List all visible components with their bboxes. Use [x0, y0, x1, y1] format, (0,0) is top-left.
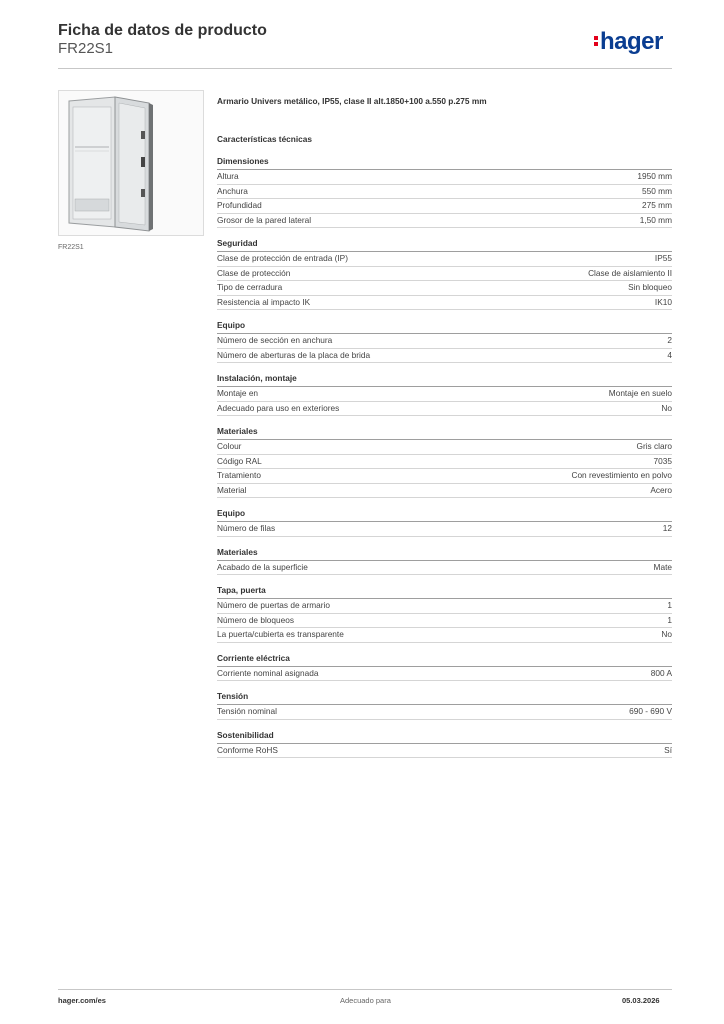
spec-label: Colour — [217, 441, 242, 451]
spec-label: Resistencia al impacto IK — [217, 296, 311, 307]
spec-value: 12 — [662, 523, 672, 533]
spec-row — [217, 705, 672, 720]
spec-value: 800 A — [650, 667, 672, 678]
spec-value: Clase de aislamiento II — [588, 267, 672, 278]
section-title: Tensión — [217, 691, 672, 705]
spec-label: Número de bloqueos — [217, 614, 295, 625]
product-image — [58, 90, 204, 236]
spec-row — [217, 199, 672, 214]
spec-section — [217, 320, 672, 363]
spec-value: Montaje en suelo — [608, 388, 672, 398]
section-title: Materiales — [217, 547, 672, 561]
spec-value: IK10 — [654, 296, 672, 307]
spec-label: Conforme RoHS — [217, 744, 278, 755]
spec-value: Gris claro — [636, 441, 672, 451]
section-title: Dimensiones — [217, 156, 672, 170]
section-title: Tapa, puerta — [217, 585, 672, 599]
section-title: Instalación, montaje — [217, 373, 672, 387]
spec-section — [217, 547, 672, 576]
spec-label: Grosor de la pared lateral — [217, 214, 312, 225]
spec-row — [217, 252, 672, 267]
spec-label: Tensión nominal — [217, 706, 277, 716]
spec-value: Sin bloqueo — [628, 282, 672, 292]
spec-label: Material — [217, 484, 247, 495]
spec-section — [217, 156, 672, 228]
spec-section — [217, 238, 672, 310]
spec-row — [217, 440, 672, 455]
spec-section — [217, 585, 672, 643]
spec-label: Montaje en — [217, 388, 259, 398]
spec-row — [217, 214, 672, 229]
spec-value: 2 — [667, 335, 672, 345]
spec-label: Clase de protección de entrada (IP) — [217, 253, 348, 263]
spec-section — [217, 653, 672, 682]
spec-label: Altura — [217, 171, 239, 181]
spec-value: 4 — [667, 349, 672, 360]
section-title: Materiales — [217, 426, 672, 440]
image-caption: FR22S1 — [58, 244, 84, 251]
spec-value: Con revestimiento en polvo — [571, 470, 672, 480]
footer-center-text: Adecuado para — [340, 996, 391, 1005]
spec-row — [217, 267, 672, 282]
spec-row — [217, 296, 672, 311]
footer-website-link[interactable]: hager.com/es — [58, 996, 106, 1005]
spec-value: 550 mm — [642, 185, 672, 196]
spec-value: 690 - 690 V — [629, 706, 672, 716]
spec-label: Tratamiento — [217, 470, 261, 480]
spec-label: Corriente nominal asignada — [217, 667, 319, 678]
cabinet-icon — [59, 91, 203, 235]
section-title: Sostenibilidad — [217, 730, 672, 744]
spec-row — [217, 484, 672, 499]
spec-label: Anchura — [217, 185, 248, 196]
spec-value: IP55 — [654, 253, 672, 263]
hager-logo[interactable] — [594, 28, 663, 56]
spec-section — [217, 426, 672, 498]
spec-label: Acabado de la superficie — [217, 561, 308, 572]
spec-row — [217, 402, 672, 417]
product-description: Armario Univers metálico, IP55, clase II alt.1850+100 a.550 p.275 mm — [217, 96, 487, 106]
spec-value: Acero — [650, 484, 672, 495]
footer-date: 05.03.2026 — [622, 996, 660, 1005]
spec-value: 7035 — [653, 455, 672, 466]
spec-row — [217, 387, 672, 402]
spec-label: Adecuado para uso en exteriores — [217, 402, 340, 413]
spec-label: Clase de protección — [217, 267, 291, 278]
spec-row — [217, 469, 672, 484]
spec-label: Profundidad — [217, 200, 262, 210]
spec-label: Código RAL — [217, 455, 262, 466]
spec-value: 1,50 mm — [639, 214, 672, 225]
spec-label: Tipo de cerradura — [217, 282, 283, 292]
spec-label: Número de filas — [217, 523, 276, 533]
spec-value: 1 — [667, 614, 672, 625]
spec-label: Número de sección en anchura — [217, 335, 333, 345]
section-title: Corriente eléctrica — [217, 653, 672, 667]
section-title: Equipo — [217, 320, 672, 334]
spec-row — [217, 334, 672, 349]
header-divider — [58, 68, 672, 69]
spec-row — [217, 744, 672, 759]
spec-row — [217, 281, 672, 296]
tech-heading: Características técnicas — [217, 134, 313, 144]
spec-value: Mate — [653, 561, 672, 572]
spec-row — [217, 522, 672, 537]
spec-value: No — [661, 629, 672, 639]
spec-content — [217, 96, 672, 768]
page-title: Ficha de datos de producto — [58, 22, 267, 39]
spec-value: Sí — [664, 744, 672, 755]
spec-row — [217, 614, 672, 629]
footer-divider — [58, 989, 672, 990]
spec-label: La puerta/cubierta es transparente — [217, 629, 344, 639]
spec-sections — [217, 156, 672, 758]
spec-label: Número de puertas de armario — [217, 600, 330, 610]
section-title: Seguridad — [217, 238, 672, 252]
spec-row — [217, 599, 672, 614]
spec-row — [217, 561, 672, 576]
spec-row — [217, 628, 672, 643]
spec-value: 1950 mm — [637, 171, 672, 181]
spec-row — [217, 185, 672, 200]
spec-section — [217, 373, 672, 416]
product-code: FR22S1 — [58, 40, 114, 57]
logo-dots-icon — [594, 34, 599, 48]
spec-section — [217, 691, 672, 720]
spec-value: No — [661, 402, 672, 413]
section-title: Equipo — [217, 508, 672, 522]
logo-text: hager — [600, 28, 663, 55]
spec-row — [217, 667, 672, 682]
spec-value: 275 mm — [642, 200, 672, 210]
spec-value: 1 — [667, 600, 672, 610]
spec-section — [217, 730, 672, 759]
spec-section — [217, 508, 672, 537]
spec-label: Número de aberturas de la placa de brida — [217, 349, 371, 360]
spec-row — [217, 455, 672, 470]
spec-row — [217, 349, 672, 364]
spec-row — [217, 170, 672, 185]
